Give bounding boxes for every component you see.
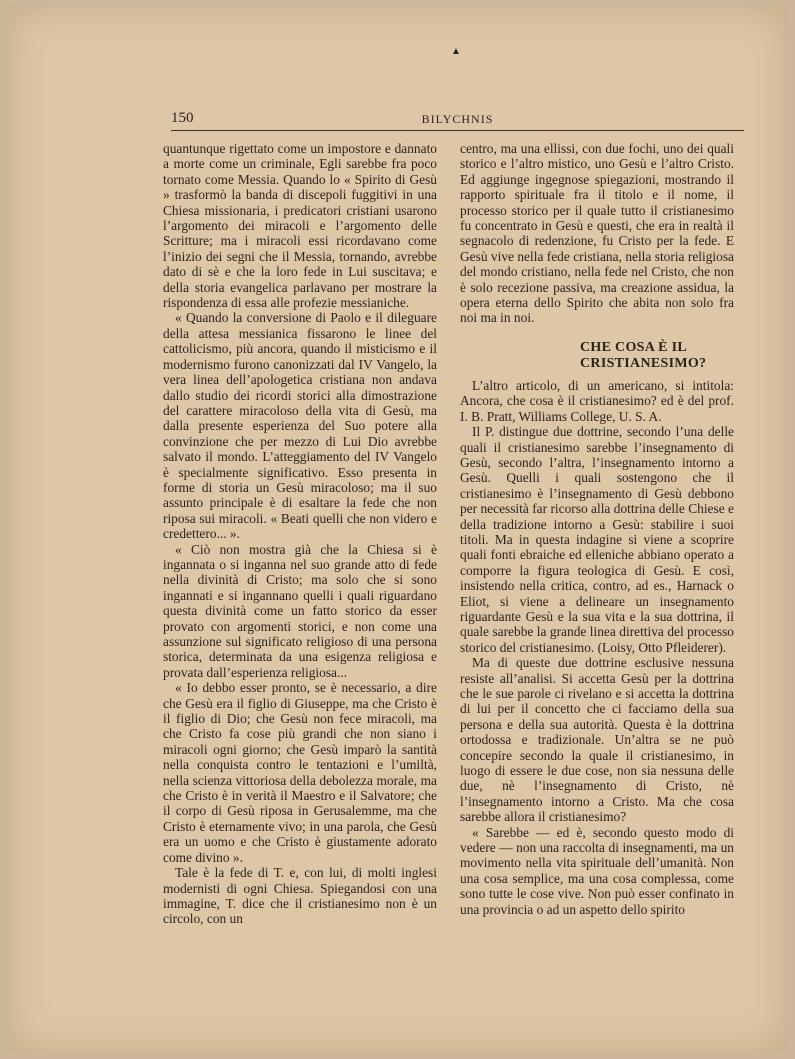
running-title: BILYCHNIS — [421, 112, 494, 126]
page-number: 150 — [171, 110, 194, 126]
paragraph: Ma di queste due dottrine esclusive nessuna resiste all’analisi. Si accetta Gesù per la dottrina che le sue parole ci rivelano e si accetta la dottrina di lui per il concetto che ci facciamo della sua persona e della sua autorità. Questa è la dottrina ortodossa e tradizionale. Un’altra se ne può concepire secondo la quale il cristianesimo, in luogo di essere le due cose, non sia nessuna delle due, nè l’insegnamento di Cristo, nè l’insegnamento intorno a Cristo. Ma che cosa sarebbe allora il cristianesimo? — [460, 655, 734, 825]
paragraph: Tale è la fede di T. e, con lui, di molti inglesi modernisti di ogni Chiesa. Spiegandosi con una immagine, T. dice che il cristianesimo non è un circolo, con un — [163, 865, 437, 927]
paragraph: « Ciò non mostra già che la Chiesa si è ingannata o si inganna nel suo grande atto di fede nella divinità di Cristo; ma solo che si sono ingannati e si ingannano quelli i quali riguardano questa divinità come un fatto storico da esser provato con argomenti storici, e non come una assunzione sul significato religioso di una persona storica, determinata da una esigenza religiosa e provata dall’esperienza religiosa... — [163, 541, 437, 680]
paragraph: quantunque rigettato come un impostore e dannato a morte come un criminale, Egli sarebbe fra poco tornato come Messia. Quando lo « Spirito di Gesù » trasformò la banda di discepoli fuggitivi in una Chiesa missionaria, i predicatori cristiani usarono l’argomento dei miracoli e l’argomento delle Scritture; ma i miracoli essi ricordavano come l’inizio dei segni che il Messia, tornando, avrebbe dato di sè e che la loro fede in Lui suscitava; e della storia evangelica parlavano per mostrare la rispondenza di essa alle profezie messianiche. — [163, 141, 437, 311]
paragraph: « Sarebbe — ed è, secondo questo modo di vedere — non una raccolta di insegnamenti, ma un movimento nella vita spirituale dell’umanità. Non una cosa semplice, ma una cosa complessa, come sono tutte le cose vive. Non può esser confinato in una provincia o ad un aspetto dello spirito — [460, 824, 734, 917]
ornament-mark: ▲ — [451, 46, 461, 57]
paragraph: Il P. distingue due dottrine, secondo l’una delle quali il cristianesimo sarebbe l’insegnamento di Gesù, secondo l’altra, l’insegnamento intorno a Gesù. Quelli i quali sostengono che il cristianesimo è l’insegnamento di Gesù debbono per necessità far ricorso alla dottrina delle Chiese e della tradizione intorno a Gesù: stabilire i suoi titoli. Ma in questa indagine si viene a scoprire quali fonti ebraiche ed elleniche abbiano operato a comporre la figura teologica di Gesù. E così, insistendo nella critica, contro, ad es., Harnack o Eliot, si viene a delineare un insegnamento riguardante Gesù e la sua vita e la sua dottrina, il quale sarebbe la grande linea direttiva del processo storico del cristianesimo. (Loisy, Otto Pfleiderer). — [460, 424, 734, 655]
left-column — [163, 141, 437, 927]
paragraph: centro, ma una ellissi, con due fochi, uno dei quali storico e l’altro mistico, uno Gesù e l’altro Cristo. Ed aggiunge ingegnose spiegazioni, mostrando il rapporto spirituale fra il titolo e il nome, il processo storico per il quale tutto il cristianesimo fu concentrato in Gesù e questi, che era in realtà il segnacolo di redenzione, fu Cristo per la fede. E Gesù vive nella fede cristiana, nella storia religiosa del mondo cristiano, nella fede nel Cristo, che non è solo recezione passiva, ma creazione assidua, la opera eterna dello Spirito che abita non solo fra noi ma in noi. — [460, 141, 734, 326]
page-header — [171, 110, 744, 131]
paragraph: « Io debbo esser pronto, se è necessario, a dire che Gesù era il figlio di Giuseppe, ma che Cristo è il figlio di Dio; che Gesù non fece miracoli, ma che Cristo fa cose più grandi che non siano i miracoli ogni giorno; che Gesù imparò la santità nella conquista contro le tentazioni e l’umiltà, nella scienza vittoriosa della debolezza morale, ma che Cristo è in verità il Maestro e il Salvatore; che il corpo di Gesù riposa in Gerusalemme, ma che Cristo è eternamente vivo; in una parola, che Gesù era un uomo e che Cristo è giustamente adorato come divino ». — [163, 680, 437, 865]
section-heading: CHE COSA È IL CRISTIANESIMO? — [580, 339, 707, 371]
paragraph: « Quando la conversione di Paolo e il dileguare della attesa messianica fissarono le linee del cattolicismo, più ancora, quando il misticismo e il modernismo furono canonizzati dal IV Vangelo, la vera linea dell’apologetica cristiana non andava dallo studio dei ricordi storici alla dimostrazione del carattere miracoloso della vita di Gesù, ma dalla presente esperienza del Suo potere alla convinzione che per mezzo di Lui Dio avrebbe salvato il mondo. L’atteggiamento del IV Vangelo è specialmente significativo. Esso presenta in forme di storia un Gesù miracoloso; ma il suo assunto principale è di esaltare la fede che non riposa sui miracoli. « Beati quelli che non videro e credettero... ». — [163, 310, 437, 542]
right-column — [460, 141, 734, 917]
paragraph: L’altro articolo, di un americano, si intitola: Ancora, che cosa è il cristianesimo? ed è del prof. I. B. Pratt, Williams College, U. S. A. — [460, 377, 734, 424]
